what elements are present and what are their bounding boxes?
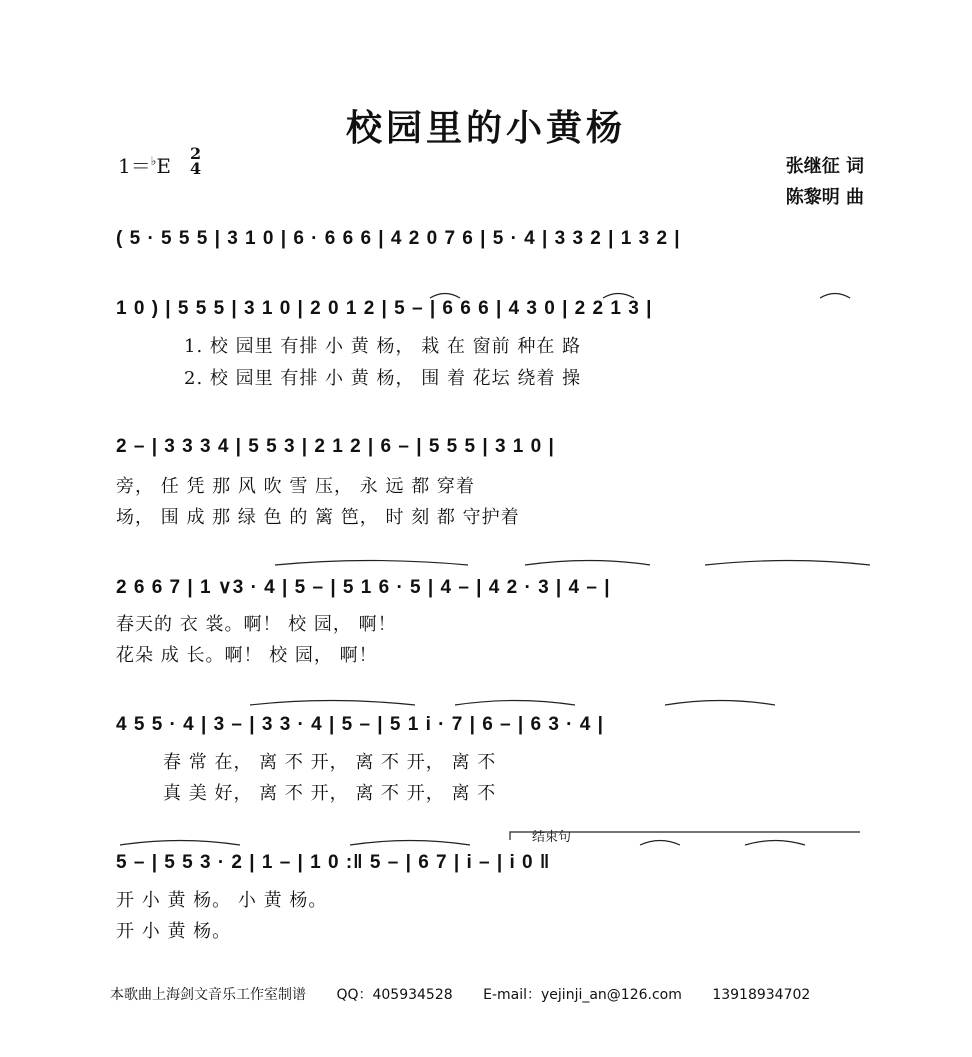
slur bbox=[430, 294, 460, 299]
footer bbox=[110, 984, 836, 1004]
slur bbox=[640, 841, 680, 846]
lyric-line-6-verse-1: 开 小 黄 杨。 小 黄 杨。 bbox=[116, 890, 328, 911]
lyric-line-2-verse-2: 2. 校 园里 有排 小 黄 杨， 围 着 花坛 绕着 操 bbox=[184, 368, 582, 389]
time-signature-top: 2 bbox=[190, 144, 202, 163]
lyric-line-3-verse-1: 旁， 任 凭 那 风 吹 雪 压， 永 远 都 穿着 bbox=[116, 476, 475, 497]
slur bbox=[120, 841, 240, 846]
notation-line-4: 2 6 6 7 | 1 ∨3 · 4 | 5 – | 5 1 6 · 5 | 4 – | 4 2 · 3 | 4 – | bbox=[116, 577, 611, 598]
lyricist-credit: 张继征 词 bbox=[785, 156, 864, 177]
notation-line-3: 2 – | 3 3 3 4 | 5 5 3 | 2 1 2 | 6 – | 5 5 5 | 3 1 0 | bbox=[116, 436, 555, 457]
composer-credit: 陈黎明 曲 bbox=[785, 187, 864, 208]
key-prefix: 1＝ bbox=[118, 154, 151, 178]
slur bbox=[705, 561, 870, 566]
slur bbox=[455, 701, 575, 706]
lyric-line-2-verse-1: 1. 校 园里 有排 小 黄 杨， 栽 在 窗前 种在 路 bbox=[184, 336, 582, 357]
lyric-line-6-verse-2: 开 小 黄 杨。 bbox=[116, 921, 232, 942]
lyric-line-4-verse-1: 春天的 衣 裳。啊！ 校 园， 啊！ bbox=[116, 614, 397, 635]
slur bbox=[525, 561, 650, 566]
flat-sign: ♭ bbox=[150, 154, 157, 168]
slur bbox=[665, 701, 775, 706]
notation-line-6: 5 – | 5 5 3 · 2 | 1 – | 1 0 :‖ 5 – | 6 7 | i – | i 0 ‖ bbox=[116, 852, 551, 873]
notation-line-5: 4 5 5 · 4 | 3 – | 3 3 · 4 | 5 – | 5 1 i · 7 | 6 – | 6 3 · 4 | bbox=[116, 714, 604, 735]
notation-line-1: ( 5 · 5 5 5 | 3 1 0 | 6 · 6 6 6 | 4 2 0 7 6 | 5 · 4 | 3 3 2 | 1 3 2 | bbox=[116, 228, 681, 249]
footer-phone: 13918934702 bbox=[712, 987, 811, 1003]
slur bbox=[603, 294, 634, 299]
slur bbox=[250, 701, 415, 706]
lyric-line-4-verse-2: 花朵 成 长。啊！ 校 园， 啊！ bbox=[116, 645, 378, 666]
key-letter: E bbox=[156, 154, 172, 178]
slur bbox=[745, 841, 805, 846]
ending-bracket bbox=[510, 832, 860, 840]
time-signature-bottom: 4 bbox=[190, 159, 202, 178]
lyric-line-3-verse-2: 场， 围 成 那 绿 色 的 篱 笆， 时 刻 都 守护着 bbox=[116, 507, 520, 528]
slur bbox=[350, 841, 470, 846]
lyric-line-5-verse-2: 真 美 好， 离 不 开， 离 不 开， 离 不 bbox=[163, 783, 497, 804]
footer-email: E-mail：yejinji_an@126.com bbox=[483, 987, 682, 1003]
song-title: 校园里的小黄杨 bbox=[345, 107, 626, 149]
footer-studio: 本歌曲上海剑文音乐工作室制谱 bbox=[110, 987, 306, 1003]
ending-label: 结束句 bbox=[532, 830, 572, 845]
footer-qq: QQ：405934528 bbox=[336, 987, 453, 1003]
notation-line-2: 1 0 ) | 5 5 5 | 3 1 0 | 2 0 1 2 | 5 – | 6 6 6 | 4 3 0 | 2 2 1 3 | bbox=[116, 298, 653, 319]
slur bbox=[275, 561, 468, 566]
lyric-line-5-verse-1: 春 常 在， 离 不 开， 离 不 开， 离 不 bbox=[163, 752, 497, 773]
slur bbox=[820, 294, 850, 299]
